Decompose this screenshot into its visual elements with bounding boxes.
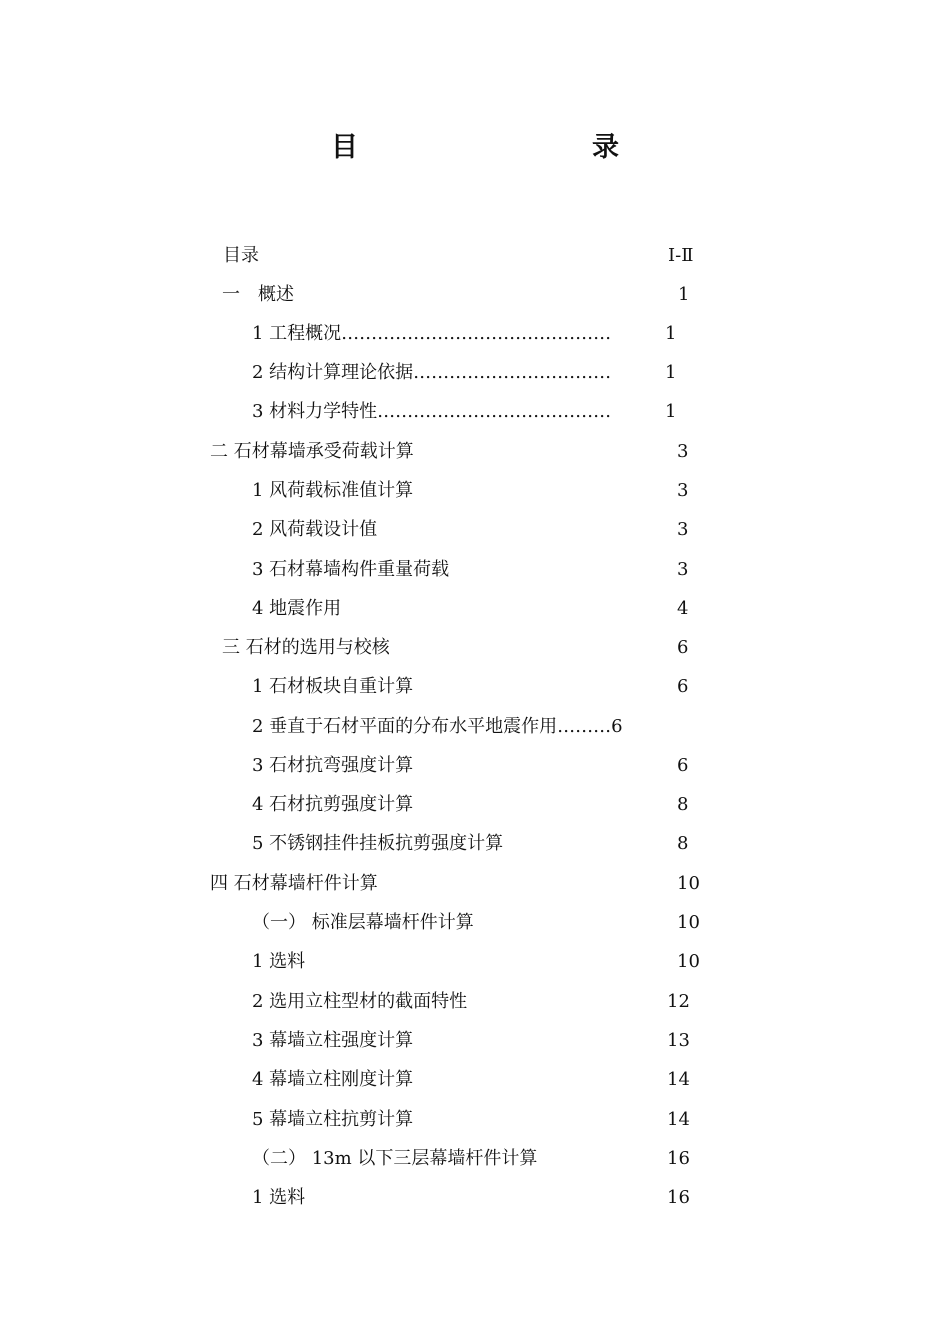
toc-entry-page: 16 xyxy=(667,1187,690,1208)
toc-entry-label: 1 风荷载标准值计算 xyxy=(252,480,414,501)
toc-entry-label: 5 幕墙立柱抗剪计算 xyxy=(252,1109,414,1130)
toc-entry-label: 三 石材的选用与校核 xyxy=(222,637,390,658)
toc-entry-label: 1 选料 xyxy=(252,1187,306,1208)
toc-entry-label: 3 石材幕墙构件重量荷载 xyxy=(252,559,450,580)
toc-entry-label: （一） 标准层幕墙杆件计算 xyxy=(252,912,474,933)
toc-entry-page: Ⅰ-Ⅱ xyxy=(668,245,694,266)
toc-entry-page: 1 xyxy=(665,401,677,422)
toc-entry-label: 四 石材幕墙杆件计算 xyxy=(210,873,378,894)
toc-entry-label: 3 材料力学特性………………………………… xyxy=(252,401,612,422)
toc-entry-label: 3 幕墙立柱强度计算 xyxy=(252,1030,414,1051)
toc-entry-page: 12 xyxy=(667,991,690,1012)
page-title: 目 录 xyxy=(331,132,679,163)
toc-entry-page: 3 xyxy=(677,559,689,580)
toc-entry-page: 1 xyxy=(678,284,690,305)
toc-entry-page: 1 xyxy=(665,323,677,344)
toc-entry-label: 1 工程概况……………………………………… xyxy=(252,323,612,344)
toc-entry-label: 目录 xyxy=(223,245,259,266)
toc-entry-label: 二 石材幕墙承受荷载计算 xyxy=(210,441,414,462)
toc-entry-page: 3 xyxy=(677,441,689,462)
toc-entry-page: 8 xyxy=(677,794,689,815)
toc-entry-label: 一 概述 xyxy=(222,284,294,305)
toc-entry-label: 2 选用立柱型材的截面特性 xyxy=(252,991,468,1012)
toc-entry-page: 16 xyxy=(667,1148,690,1169)
toc-entry-page: 13 xyxy=(667,1030,690,1051)
toc-entry-page: 10 xyxy=(677,912,700,933)
toc-entry-page: 1 xyxy=(665,362,677,383)
toc-entry-label: 1 石材板块自重计算 xyxy=(252,676,414,697)
toc-entry-label: 2 垂直于石材平面的分布水平地震作用………6 xyxy=(252,716,623,737)
toc-entry-page: 10 xyxy=(677,873,700,894)
toc-entry-label: 1 选料 xyxy=(252,951,306,972)
toc-entry-label: 3 石材抗弯强度计算 xyxy=(252,755,414,776)
toc-entry-page: 3 xyxy=(677,480,689,501)
toc-entry-label: 5 不锈钢挂件挂板抗剪强度计算 xyxy=(252,833,504,854)
toc-entry-label: （二） 13m 以下三层幕墙杆件计算 xyxy=(252,1148,538,1169)
toc-entry-page: 6 xyxy=(677,755,689,776)
toc-entry-label: 2 风荷载设计值 xyxy=(252,519,378,540)
toc-entry-page: 4 xyxy=(677,598,689,619)
toc-entry-page: 3 xyxy=(677,519,689,540)
toc-entry-page: 14 xyxy=(667,1109,690,1130)
toc-entry-page: 14 xyxy=(667,1069,690,1090)
toc-entry-page: 8 xyxy=(677,833,689,854)
toc-entry-label: 4 幕墙立柱刚度计算 xyxy=(252,1069,414,1090)
toc-entry-page: 6 xyxy=(677,637,689,658)
toc-entry-label: 4 石材抗剪强度计算 xyxy=(252,794,414,815)
toc-entry-label: 4 地震作用 xyxy=(252,598,342,619)
toc-entry-page: 6 xyxy=(677,676,689,697)
toc-entry-page: 10 xyxy=(677,951,700,972)
toc-entry-label: 2 结构计算理论依据…………………………… xyxy=(252,362,612,383)
